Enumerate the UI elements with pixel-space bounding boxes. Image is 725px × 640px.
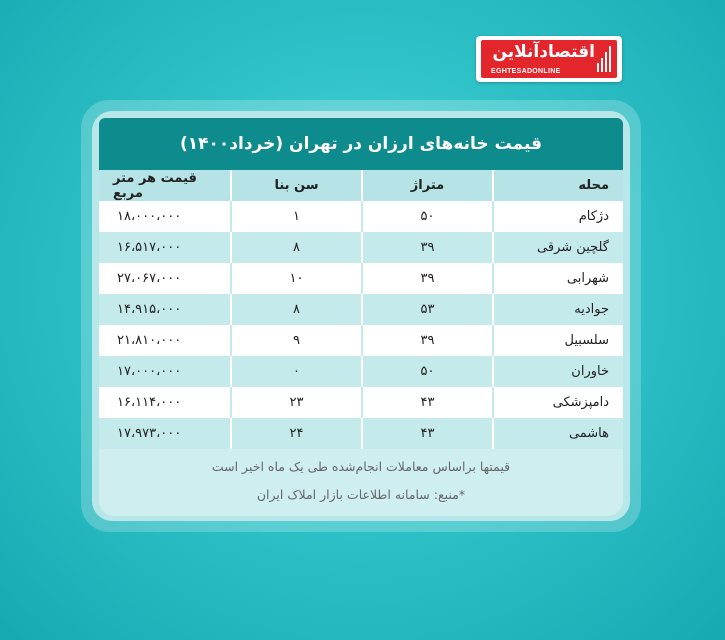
cell-area: جوادیه <box>493 294 623 325</box>
logo-text-en: EGHTESADONLINE <box>491 68 561 75</box>
cell-size: ۳۹ <box>362 325 493 356</box>
cell-size: ۳۹ <box>362 263 493 294</box>
table-row <box>99 418 623 449</box>
cell-age: ۸ <box>231 232 362 263</box>
column-header-size: متراژ <box>362 170 493 201</box>
cell-size: ۵۳ <box>362 294 493 325</box>
cell-age: ۲۴ <box>231 418 362 449</box>
logo-text-fa: اقتصادآنلاین <box>492 42 595 62</box>
site-logo <box>476 36 622 82</box>
table-row <box>99 201 623 232</box>
logo-bars-icon <box>597 46 611 72</box>
cell-size: ۴۳ <box>362 418 493 449</box>
cell-price: ۱۶،۱۱۴،۰۰۰ <box>99 387 231 418</box>
table-row <box>99 263 623 294</box>
table-footer <box>99 449 623 516</box>
cell-age: ۱۰ <box>231 263 362 294</box>
cell-area: هاشمی <box>493 418 623 449</box>
price-table <box>99 170 623 449</box>
table-row <box>99 356 623 387</box>
table-row <box>99 232 623 263</box>
cell-area: دامپزشکی <box>493 387 623 418</box>
table-row <box>99 294 623 325</box>
cell-area: گلچین شرقی <box>493 232 623 263</box>
cell-price: ۱۷،۰۰۰،۰۰۰ <box>99 356 231 387</box>
cell-area: دژکام <box>493 201 623 232</box>
logo-badge <box>481 40 617 78</box>
header-row <box>99 170 623 201</box>
column-header-price: قیمت هر متر مربع <box>99 170 231 201</box>
cell-price: ۲۱،۸۱۰،۰۰۰ <box>99 325 231 356</box>
price-card <box>99 118 623 516</box>
cell-age: ۱ <box>231 201 362 232</box>
column-header-area: محله <box>493 170 623 201</box>
cell-area: شهرابی <box>493 263 623 294</box>
cell-size: ۵۰ <box>362 356 493 387</box>
cell-size: ۵۰ <box>362 201 493 232</box>
cell-size: ۴۳ <box>362 387 493 418</box>
cell-area: خاوران <box>493 356 623 387</box>
cell-age: ۰ <box>231 356 362 387</box>
cell-price: ۱۴،۹۱۵،۰۰۰ <box>99 294 231 325</box>
cell-area: سلسبیل <box>493 325 623 356</box>
table-title: قیمت خانه‌های ارزان در تهران (خرداد۱۴۰۰) <box>99 118 623 170</box>
column-header-age: سن بنا <box>231 170 362 201</box>
table-row <box>99 325 623 356</box>
cell-age: ۸ <box>231 294 362 325</box>
cell-price: ۱۸،۰۰۰،۰۰۰ <box>99 201 231 232</box>
cell-age: ۲۳ <box>231 387 362 418</box>
footnote-period: قیمتها براساس معاملات انجام‌شده طی یک ماه اخیر است <box>211 459 511 474</box>
cell-age: ۹ <box>231 325 362 356</box>
table-row <box>99 387 623 418</box>
footnote-source: *منبع: سامانه اطلاعات بازار املاک ایران <box>256 487 466 502</box>
cell-price: ۱۶،۵۱۷،۰۰۰ <box>99 232 231 263</box>
cell-size: ۳۹ <box>362 232 493 263</box>
cell-price: ۲۷،۰۶۷،۰۰۰ <box>99 263 231 294</box>
cell-price: ۱۷،۹۷۳،۰۰۰ <box>99 418 231 449</box>
